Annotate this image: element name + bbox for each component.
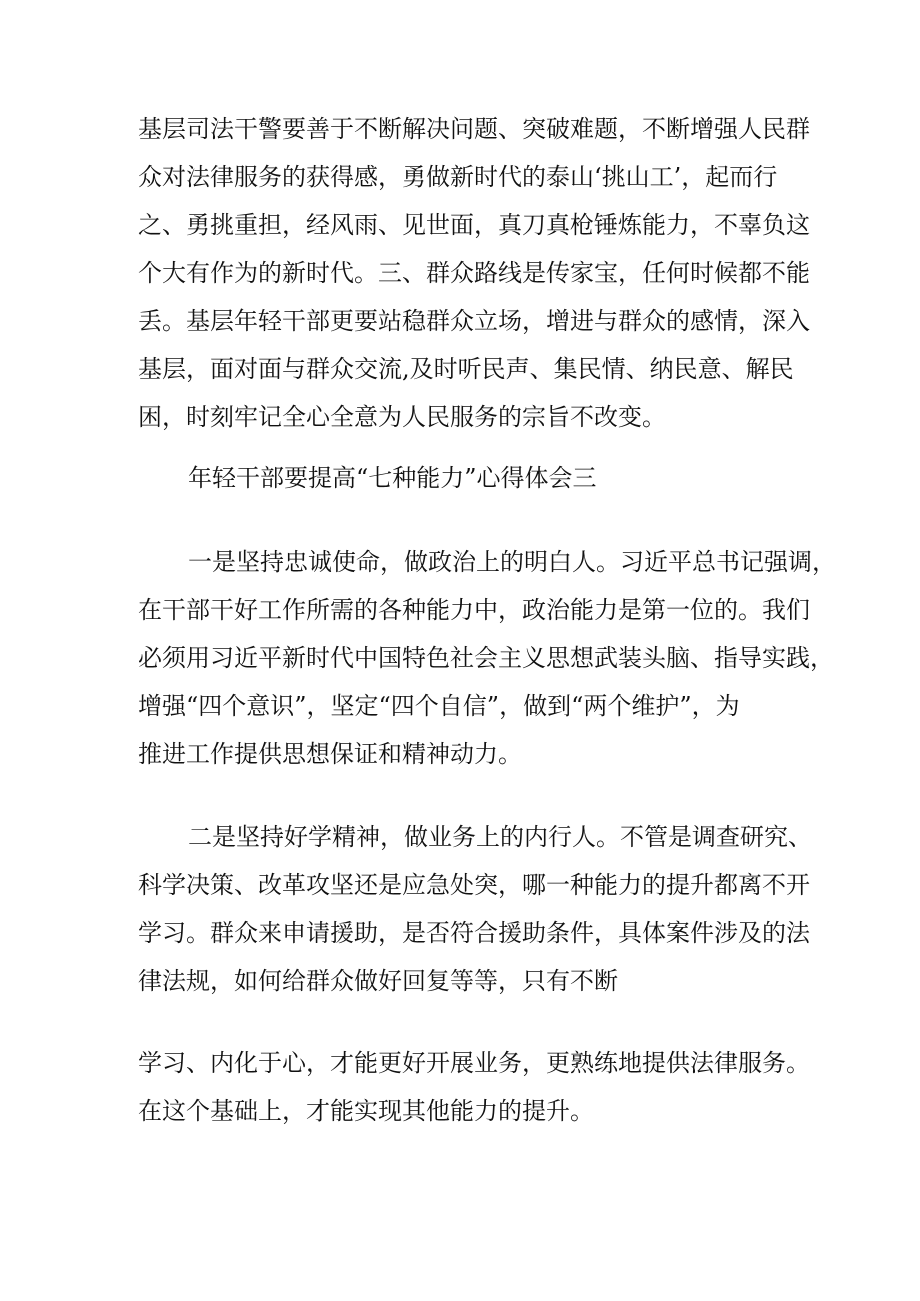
paragraph-line: 个大有作为的新时代。三、群众路线是传家宝，任何时候都不能 bbox=[138, 259, 810, 287]
paragraph-line: 丢。基层年轻干部更要站稳群众立场，增进与群众的感情，深入 bbox=[138, 307, 810, 335]
paragraph-line: 必须用习近平新时代中国特色社会主义思想武装头脑、指导实践， bbox=[138, 644, 834, 672]
paragraph-line: 科学决策、改革攻坚还是应急处突，哪一种能力的提升都离不开 bbox=[138, 871, 810, 899]
paragraph-line: 律法规，如何给群众做好回复等等，只有不断 bbox=[138, 967, 618, 995]
section-heading: 年轻干部要提高“七种能力”心得体会三 bbox=[188, 464, 597, 492]
paragraph-line: 之、勇挑重担，经风雨、见世面，真刀真枪锤炼能力，不辜负这 bbox=[138, 211, 810, 239]
paragraph-line: 学习、内化于心，才能更好开展业务，更熟练地提供法律服务。 bbox=[138, 1049, 810, 1077]
paragraph-line: 众对法律服务的获得感，勇做新时代的泰山‘挑山工’，起而行 bbox=[138, 163, 778, 191]
paragraph-line: 一是坚持忠诚使命，做政治上的明白人。习近平总书记强调， bbox=[188, 548, 836, 576]
paragraph-line: 增强“四个意识”，坚定“四个自信”，做到“两个维护”，为 bbox=[138, 692, 740, 720]
paragraph-line: 基层，面对面与群众交流,及时听民声、集民情、纳民意、解民 bbox=[138, 355, 794, 383]
paragraph-line: 在这个基础上，才能实现其他能力的提升。 bbox=[138, 1097, 594, 1125]
paragraph-line: 困，时刻牢记全心全意为人民服务的宗旨不改变。 bbox=[138, 403, 666, 431]
paragraph-line: 基层司法干警要善于不断解决问题、突破难题，不断增强人民群 bbox=[138, 115, 810, 143]
paragraph-line: 推进工作提供思想保证和精神动力。 bbox=[138, 740, 522, 768]
paragraph-line: 二是坚持好学精神，做业务上的内行人。不管是调查研究、 bbox=[188, 823, 812, 851]
paragraph-line: 在干部干好工作所需的各种能力中，政治能力是第一位的。我们 bbox=[138, 596, 810, 624]
paragraph-line: 学习。群众来申请援助，是否符合援助条件，具体案件涉及的法 bbox=[138, 919, 810, 947]
